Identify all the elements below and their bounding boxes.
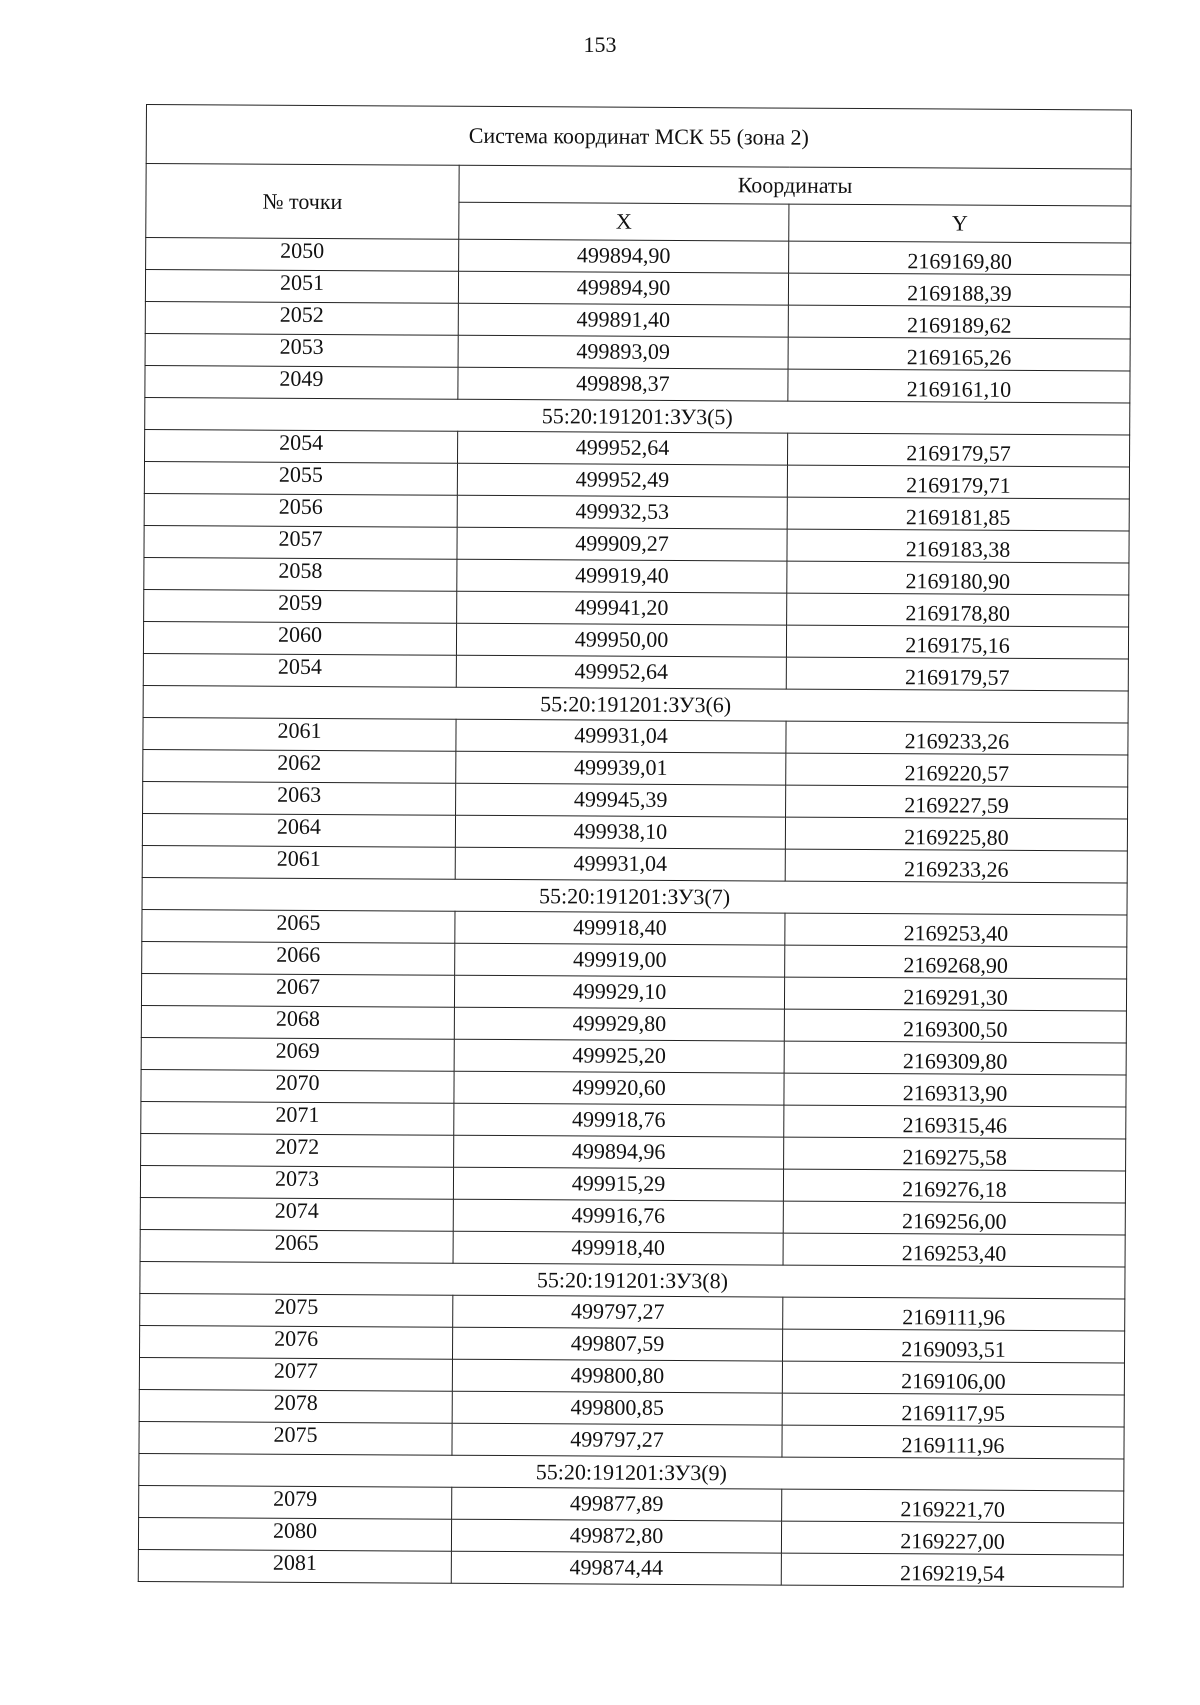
- y-coordinate-cell: [788, 369, 1130, 403]
- y-coordinate-cell: [786, 753, 1128, 787]
- point-number-cell: [144, 525, 457, 559]
- point-number-cell: [139, 1421, 452, 1455]
- point-number-cell: [140, 1165, 453, 1199]
- x-coordinate-cell-text: 499894,96: [571, 1137, 666, 1164]
- y-coordinate-cell: [788, 273, 1130, 307]
- y-coordinate-cell: [786, 721, 1128, 755]
- x-coordinate-cell: [453, 1167, 783, 1201]
- x-coordinate-cell-text: 499898,37: [576, 369, 670, 396]
- point-number-cell: [141, 1005, 454, 1039]
- x-coordinate-cell: [458, 303, 788, 337]
- x-coordinate-cell: [453, 1199, 783, 1233]
- x-coordinate-cell-text: 499931,04: [573, 849, 668, 876]
- point-number-cell-text: 2061: [276, 845, 321, 871]
- y-coordinate-cell: [787, 497, 1129, 531]
- point-number-cell-text: 2056: [278, 493, 323, 519]
- y-coordinate-cell-text: 2169179,57: [906, 439, 1011, 466]
- y-coordinate-cell: [785, 913, 1127, 947]
- point-number-cell-text: 2076: [274, 1325, 319, 1351]
- point-number-cell: [145, 365, 458, 399]
- y-coordinate-cell-text: 2169275,58: [902, 1143, 1007, 1170]
- point-number-cell: [143, 781, 456, 815]
- x-coordinate-cell-text: 499945,39: [573, 785, 668, 812]
- x-coordinate-cell: [455, 911, 785, 945]
- x-coordinate-cell-text: 499952,64: [574, 657, 669, 684]
- y-coordinate-cell-text: 2169183,38: [905, 535, 1011, 562]
- y-coordinate-cell-text: 2169221,70: [900, 1495, 1005, 1522]
- x-coordinate-cell: [458, 335, 788, 369]
- x-coordinate-cell: [457, 527, 787, 561]
- x-coordinate-cell: [456, 783, 786, 817]
- point-number-cell-text: 2067: [276, 973, 321, 999]
- parcel-label: 55:20:191201:ЗУ3(9): [139, 1453, 1124, 1491]
- x-coordinate-cell: [452, 1487, 782, 1521]
- point-number-cell: [143, 749, 456, 783]
- point-number-cell: [139, 1389, 452, 1423]
- y-coordinate-cell: [784, 1073, 1126, 1107]
- point-number-cell: [140, 1197, 453, 1231]
- y-coordinate-cell: [787, 529, 1129, 563]
- y-coordinate-cell: [781, 1553, 1123, 1587]
- y-coordinate-cell: [781, 1521, 1123, 1555]
- y-coordinate-cell: [784, 1137, 1126, 1171]
- table-row: [138, 1549, 1123, 1587]
- x-coordinate-cell-text: 499938,10: [573, 817, 668, 844]
- point-number-cell: [142, 813, 455, 847]
- y-coordinate-cell-text: 2169253,40: [903, 919, 1009, 946]
- y-coordinate-cell-text: 2169165,26: [906, 343, 1012, 370]
- point-number-cell-text: 2068: [275, 1005, 320, 1031]
- point-number-cell: [144, 589, 457, 623]
- y-coordinate-cell: [783, 1233, 1125, 1267]
- y-coordinate-cell-text: 2169188,39: [907, 279, 1012, 306]
- point-number-cell: [138, 1549, 451, 1583]
- x-coordinate-cell-text: 499893,09: [576, 337, 670, 364]
- x-coordinate-cell: [452, 1391, 782, 1425]
- x-coordinate-cell-text: 499918,76: [572, 1105, 666, 1132]
- point-number-cell: [141, 1069, 454, 1103]
- x-coordinate-cell-text: 499919,40: [575, 561, 669, 588]
- x-coordinate-cell-text: 499918,40: [573, 913, 667, 940]
- point-number-cell: [144, 557, 457, 591]
- point-number-cell-text: 2081: [272, 1549, 317, 1575]
- point-number-cell-text: 2058: [278, 557, 323, 583]
- x-coordinate-cell: [455, 815, 785, 849]
- y-coordinate-cell: [783, 1201, 1125, 1235]
- y-coordinate-cell: [782, 1393, 1124, 1427]
- x-coordinate-cell: [456, 655, 786, 689]
- y-coordinate-cell-text: 2169233,26: [903, 855, 1009, 882]
- y-coordinate-cell: [786, 657, 1128, 691]
- y-coordinate-cell: [787, 561, 1129, 595]
- y-coordinate-cell: [783, 1169, 1125, 1203]
- y-coordinate-cell-text: 2169300,50: [903, 1015, 1008, 1042]
- y-coordinate-cell: [785, 945, 1127, 979]
- y-coordinate-cell: [786, 785, 1128, 819]
- coordinate-system-row: [146, 105, 1131, 170]
- point-number-cell-text: 2064: [276, 813, 322, 839]
- point-number-cell-text: 2069: [275, 1037, 320, 1063]
- x-coordinate-cell: [454, 1039, 784, 1073]
- point-number-cell: [145, 270, 458, 304]
- x-coordinate-cell-text: 499797,27: [570, 1425, 664, 1452]
- y-coordinate-cell-text: 2169225,80: [904, 823, 1009, 850]
- y-coordinate-cell-text: 2169111,96: [901, 1431, 1005, 1458]
- x-coordinate-cell: [458, 271, 788, 305]
- x-coordinate-cell: [453, 1295, 783, 1329]
- point-number-cell-text: 2060: [277, 621, 323, 647]
- x-coordinate-cell: [457, 591, 787, 625]
- point-number-cell-text: 2080: [272, 1517, 318, 1543]
- point-number-cell-text: 2078: [273, 1389, 318, 1415]
- x-coordinate-cell: [456, 719, 786, 753]
- y-coordinate-cell-text: 2169111,96: [902, 1303, 1006, 1330]
- x-coordinate-cell-text: 499894,90: [576, 273, 671, 300]
- x-coordinate-cell: [451, 1551, 781, 1585]
- x-coordinate-cell-text: 499872,80: [569, 1521, 664, 1548]
- y-coordinate-cell: [787, 465, 1129, 499]
- x-coordinate-cell-text: 499909,27: [575, 529, 669, 556]
- point-number-cell-text: 2079: [273, 1485, 318, 1511]
- y-coordinate-cell: [789, 241, 1131, 275]
- y-header: Y: [789, 204, 1131, 243]
- x-coordinate-cell: [452, 1423, 782, 1457]
- point-number-cell-text: 2073: [274, 1165, 320, 1191]
- x-coordinate-cell: [454, 1135, 784, 1169]
- x-coordinate-cell: [452, 1359, 782, 1393]
- y-coordinate-cell: [782, 1361, 1124, 1395]
- y-coordinate-cell-text: 2169220,57: [904, 759, 1010, 786]
- y-coordinate-cell-text: 2169093,51: [901, 1335, 1006, 1362]
- y-coordinate-cell-text: 2169169,80: [907, 247, 1012, 274]
- point-number-cell-text: 2053: [279, 333, 324, 359]
- y-coordinate-cell: [784, 1041, 1126, 1075]
- x-coordinate-cell-text: 499920,60: [572, 1073, 666, 1100]
- point-number-cell: [141, 973, 454, 1007]
- point-number-cell: [138, 1517, 451, 1551]
- y-coordinate-cell: [784, 1105, 1126, 1139]
- point-number-cell-text: 2057: [278, 525, 323, 551]
- point-number-cell-text: 2075: [274, 1293, 319, 1319]
- x-coordinate-cell-text: 499952,49: [575, 465, 670, 492]
- x-coordinate-cell-text: 499800,80: [570, 1361, 665, 1388]
- x-coordinate-cell-text: 499952,64: [575, 433, 670, 460]
- point-number-cell: [140, 1229, 453, 1263]
- x-coordinate-cell-text: 499800,85: [570, 1393, 665, 1420]
- point-number-cell: [139, 1325, 452, 1359]
- x-coordinate-cell-text: 499807,59: [570, 1329, 665, 1356]
- point-number-cell-text: 2054: [279, 429, 324, 455]
- x-coordinate-cell-text: 499929,80: [572, 1009, 667, 1036]
- x-coordinate-cell: [454, 1007, 784, 1041]
- point-number-cell: [139, 1357, 452, 1391]
- point-number-cell-text: 2052: [279, 301, 324, 327]
- x-coordinate-cell-text: 499932,53: [575, 497, 670, 524]
- y-coordinate-cell-text: 2169233,26: [904, 727, 1010, 754]
- y-coordinate-cell-text: 2169175,16: [905, 631, 1010, 658]
- x-coordinate-cell: [454, 975, 784, 1009]
- x-coordinate-cell: [458, 367, 788, 401]
- point-number-cell: [143, 621, 456, 655]
- y-coordinate-cell: [782, 1425, 1124, 1459]
- point-number-cell: [141, 1101, 454, 1135]
- x-coordinate-cell-text: 499925,20: [572, 1041, 667, 1068]
- point-number-cell: [143, 653, 456, 687]
- y-coordinate-cell: [782, 1489, 1124, 1523]
- y-coordinate-cell-text: 2169309,80: [902, 1047, 1008, 1074]
- x-coordinate-cell: [455, 943, 785, 977]
- point-number-cell-text: 2051: [279, 269, 325, 295]
- y-coordinate-cell: [782, 1329, 1124, 1363]
- y-coordinate-cell-text: 2169253,40: [901, 1239, 1007, 1266]
- x-coordinate-cell: [456, 623, 786, 657]
- y-coordinate-cell-text: 2169189,62: [906, 311, 1012, 338]
- point-number-cell: [141, 1133, 454, 1167]
- x-coordinate-cell-text: 499891,40: [576, 305, 671, 332]
- x-coordinate-cell-text: 499929,10: [572, 977, 667, 1004]
- point-number-cell: [139, 1485, 452, 1519]
- y-coordinate-cell-text: 2169179,71: [906, 471, 1011, 498]
- y-coordinate-cell-text: 2169268,90: [903, 951, 1009, 978]
- point-number-cell-text: 2063: [277, 781, 322, 807]
- point-number-cell: [142, 941, 455, 975]
- y-coordinate-cell: [784, 977, 1126, 1011]
- parcel-label: 55:20:191201:ЗУ3(5): [145, 397, 1130, 435]
- point-number-cell: [141, 1037, 454, 1071]
- parcel-label: 55:20:191201:ЗУ3(7): [142, 877, 1127, 915]
- point-number-cell-text: 2050: [280, 237, 325, 263]
- x-coordinate-cell: [452, 1327, 782, 1361]
- point-number-cell-text: 2055: [278, 461, 324, 487]
- y-coordinate-cell-text: 2169256,00: [901, 1207, 1007, 1234]
- point-number-cell-text: 2059: [278, 589, 323, 615]
- point-number-cell-text: 2065: [276, 909, 321, 935]
- y-coordinate-cell: [788, 305, 1130, 339]
- x-header: X: [459, 202, 789, 241]
- coordinates-header: Координаты: [459, 165, 1131, 206]
- point-number-cell-text: 2054: [277, 653, 322, 679]
- point-number-cell-text: 2070: [275, 1069, 320, 1095]
- x-coordinate-cell: [451, 1519, 781, 1553]
- parcel-label: 55:20:191201:ЗУ3(8): [140, 1261, 1125, 1299]
- header-row-top: [146, 164, 1131, 207]
- point-number-cell: [145, 301, 458, 335]
- x-coordinate-cell: [457, 431, 787, 465]
- x-coordinate-cell: [454, 1071, 784, 1105]
- parcel-label: 55:20:191201:ЗУ3(6): [143, 685, 1128, 723]
- y-coordinate-cell-text: 2169276,18: [902, 1175, 1007, 1202]
- x-coordinate-cell: [454, 1103, 784, 1137]
- y-coordinate-cell: [787, 433, 1129, 467]
- y-coordinate-cell: [783, 1297, 1125, 1331]
- y-coordinate-cell-text: 2169227,00: [900, 1527, 1005, 1554]
- x-coordinate-cell: [457, 495, 787, 529]
- x-coordinate-cell: [456, 751, 786, 785]
- x-coordinate-cell-text: 499797,27: [570, 1297, 665, 1324]
- x-coordinate-cell: [453, 1231, 783, 1265]
- point-number-cell: [144, 461, 457, 495]
- x-coordinate-cell-text: 499941,20: [574, 593, 669, 620]
- point-number-cell-text: 2061: [277, 717, 322, 743]
- coordinates-table: [138, 104, 1132, 1587]
- y-coordinate-cell: [784, 1009, 1126, 1043]
- y-coordinate-cell: [785, 817, 1127, 851]
- x-coordinate-cell: [459, 239, 789, 273]
- point-number-cell-text: 2071: [275, 1101, 320, 1127]
- point-number-header: № точки: [146, 164, 459, 240]
- point-number-cell: [143, 717, 456, 751]
- y-coordinate-cell-text: 2169291,30: [903, 983, 1008, 1010]
- y-coordinate-cell: [785, 849, 1127, 883]
- point-number-cell: [142, 845, 455, 879]
- y-coordinate-cell-text: 2169315,46: [902, 1111, 1008, 1138]
- point-number-cell: [142, 909, 455, 943]
- y-coordinate-cell-text: 2169313,90: [902, 1079, 1008, 1106]
- coordinate-system-title: Система координат МСК 55 (зона 2): [146, 105, 1131, 170]
- x-coordinate-cell-text: 499950,00: [574, 625, 669, 652]
- x-coordinate-cell-text: 499918,40: [571, 1233, 665, 1260]
- point-number-cell-text: 2074: [274, 1197, 319, 1223]
- point-number-cell-text: 2049: [279, 365, 324, 391]
- y-coordinate-cell-text: 2169227,59: [904, 791, 1009, 818]
- x-coordinate-cell-text: 499919,00: [572, 945, 667, 972]
- y-coordinate-cell-text: 2169179,57: [904, 663, 1010, 690]
- y-coordinate-cell-text: 2169219,54: [899, 1559, 1005, 1586]
- y-coordinate-cell-text: 2169117,95: [901, 1399, 1006, 1426]
- y-coordinate-cell: [786, 625, 1128, 659]
- page-number: 153: [583, 32, 617, 57]
- point-number-cell-text: 2072: [275, 1133, 320, 1159]
- y-coordinate-cell: [788, 337, 1130, 371]
- x-coordinate-cell-text: 499931,04: [574, 721, 668, 748]
- x-coordinate-cell-text: 499915,29: [571, 1169, 666, 1196]
- x-coordinate-cell-text: 499877,89: [569, 1489, 664, 1516]
- y-coordinate-cell-text: 2169180,90: [905, 567, 1011, 594]
- x-coordinate-cell: [457, 463, 787, 497]
- x-coordinate-cell-text: 499916,76: [571, 1201, 666, 1228]
- y-coordinate-cell-text: 2169161,10: [906, 375, 1012, 402]
- point-number-cell: [140, 1293, 453, 1327]
- point-number-cell: [144, 493, 457, 527]
- x-coordinate-cell: [457, 559, 787, 593]
- point-number-cell: [146, 238, 459, 272]
- y-coordinate-cell-text: 2169106,00: [901, 1367, 1006, 1394]
- y-coordinate-cell: [787, 593, 1129, 627]
- point-number-cell-text: 2065: [274, 1229, 319, 1255]
- point-number-cell-text: 2066: [276, 941, 321, 967]
- point-number-cell-text: 2062: [277, 749, 322, 775]
- y-coordinate-cell-text: 2169181,85: [905, 503, 1011, 530]
- x-coordinate-cell: [455, 847, 785, 881]
- point-number-cell: [145, 429, 458, 463]
- point-number-cell-text: 2075: [273, 1421, 318, 1447]
- point-number-cell-text: 2077: [273, 1357, 319, 1383]
- x-coordinate-cell-text: 499894,90: [576, 241, 671, 268]
- coordinates-table-body: [138, 105, 1131, 1587]
- x-coordinate-cell-text: 499939,01: [573, 753, 668, 780]
- point-number-cell: [145, 333, 458, 367]
- x-coordinate-cell-text: 499874,44: [569, 1553, 664, 1580]
- y-coordinate-cell-text: 2169178,80: [905, 599, 1010, 626]
